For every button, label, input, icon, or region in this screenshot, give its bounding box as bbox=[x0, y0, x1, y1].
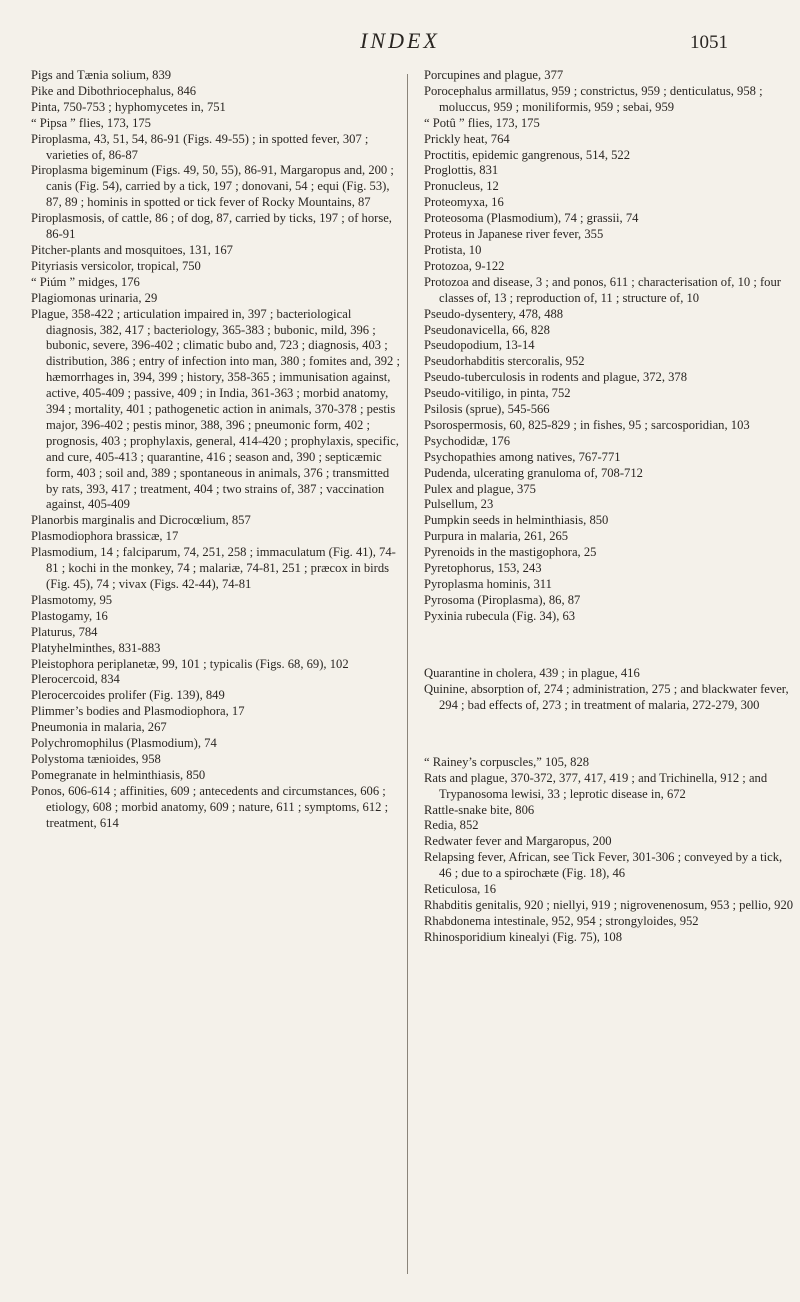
index-entry: Planorbis marginalis and Dicrocœlium, 857 bbox=[31, 513, 251, 528]
index-entry: Protista, 10 bbox=[424, 242, 482, 257]
index-entry: Pudenda, ulcerating granuloma of, 708-712 bbox=[424, 465, 643, 480]
page-number: 1051 bbox=[690, 32, 728, 53]
index-entry: Psilosis (sprue), 545-566 bbox=[424, 402, 550, 417]
index-entry: Pulsellum, 23 bbox=[424, 497, 494, 512]
index-entry: Pseudopodium, 13-14 bbox=[424, 338, 535, 353]
index-entry: Ponos, 606-614 ; affinities, 609 ; antecedents and circumstances, 606 ; etiology, 608 ; morbid anatomy, 609 ; nature, 611 ; symptoms, 612 ; treatment, 614 bbox=[31, 783, 389, 830]
index-entry: Pigs and Tænia solium, 839 bbox=[31, 68, 172, 82]
index-entry: Proteosoma (Plasmodium), 74 ; grassii, 74 bbox=[424, 211, 639, 226]
page-header bbox=[0, 28, 800, 68]
index-entry: Rhabditis genitalis, 920 ; niellyi, 919 ; nigrovenenosum, 953 ; pellio, 920 bbox=[424, 897, 794, 912]
index-entry: Pronucleus, 12 bbox=[424, 179, 499, 194]
index-entry: Porocephalus armillatus, 959 ; constrictus, 959 ; denticulatus, 958 ; moluccus, 959 ; moniliformis, 959 ; sebai, 959 bbox=[424, 83, 763, 114]
column-divider bbox=[407, 74, 408, 1274]
index-entry: Polystoma tænioides, 958 bbox=[31, 751, 161, 766]
index-entry: Pneumonia in malaria, 267 bbox=[31, 720, 167, 735]
index-entry: Platyhelminthes, 831-883 bbox=[31, 640, 161, 655]
index-entry: Pinta, 750-753 ; hyphomycetes in, 751 bbox=[31, 99, 226, 114]
index-entry: Plasmodiophora brassicæ, 17 bbox=[31, 529, 179, 544]
index-entry: Psorospermosis, 60, 825-829 ; in fishes, 95 ; sarcosporidian, 103 bbox=[424, 417, 750, 432]
index-entry: Pleistophora periplanetæ, 99, 101 ; typicalis (Figs. 68, 69), 102 bbox=[31, 656, 349, 671]
index-entry: Proteomyxa, 16 bbox=[424, 195, 504, 210]
index-entry: Purpura in malaria, 261, 265 bbox=[424, 529, 569, 544]
right-column bbox=[424, 68, 796, 946]
index-entry: Psychodidæ, 176 bbox=[424, 433, 511, 448]
index-entry: Psychopathies among natives, 767-771 bbox=[424, 449, 621, 464]
index-entry: Plastogamy, 16 bbox=[31, 608, 108, 623]
index-entry: Pityriasis versicolor, tropical, 750 bbox=[31, 258, 201, 273]
index-entry: Pike and Dibothriocephalus, 846 bbox=[31, 83, 197, 98]
index-entry: Redwater fever and Margaropus, 200 bbox=[424, 834, 612, 849]
section-gap bbox=[424, 726, 796, 742]
index-entry: Protozoa and disease, 3 ; and ponos, 611 ; characterisation of, 10 ; four classes of, 13 ; reproduction of, 11 ; structure of, 10 bbox=[424, 274, 781, 305]
index-entry: Rattle-snake bite, 806 bbox=[424, 802, 535, 817]
index-entry: Rhinosporidium kinealyi (Fig. 75), 108 bbox=[424, 929, 622, 944]
index-entry: Rhabdonema intestinale, 952, 954 ; strongyloides, 952 bbox=[424, 913, 699, 928]
index-entry: Pumpkin seeds in helminthiasis, 850 bbox=[424, 513, 609, 528]
index-entry: Pyrenoids in the mastigophora, 25 bbox=[424, 545, 597, 560]
index-entry: Pyxinia rubecula (Fig. 34), 63 bbox=[424, 608, 576, 623]
index-entry: Pyretophorus, 153, 243 bbox=[424, 561, 542, 576]
index-entry: Quarantine in cholera, 439 ; in plague, 416 bbox=[424, 665, 640, 680]
index-entry: Relapsing fever, African, see Tick Fever, 301-306 ; conveyed by a tick, 46 ; due to a spirochæte (Fig. 18), 46 bbox=[424, 850, 783, 881]
index-entry: Proctitis, epidemic gangrenous, 514, 522 bbox=[424, 147, 631, 162]
index-entry: Pulex and plague, 375 bbox=[424, 481, 536, 496]
index-entry: Piroplasmosis, of cattle, 86 ; of dog, 87, carried by ticks, 197 ; of horse, 86-91 bbox=[31, 211, 392, 242]
index-entry: Plerocercoides prolifer (Fig. 139), 849 bbox=[31, 688, 225, 703]
index-entry: Rats and plague, 370-372, 377, 417, 419 ; and Trichinella, 912 ; and Trypanosoma lewisi, 33 ; leprotic disease in, 672 bbox=[424, 770, 768, 801]
index-entry: Redia, 852 bbox=[424, 818, 479, 833]
index-entry: Pomegranate in helminthiasis, 850 bbox=[31, 767, 206, 782]
index-entry: Piroplasma, 43, 51, 54, 86-91 (Figs. 49-55) ; in spotted fever, 307 ; varieties of, 86-87 bbox=[31, 131, 369, 162]
index-entry: Polychromophilus (Plasmodium), 74 bbox=[31, 736, 217, 751]
index-entry: Plasmodium, 14 ; falciparum, 74, 251, 258 ; immaculatum (Fig. 41), 74-81 ; kochi in the monkey, 74 ; malariæ, 74-81, 251 ; præcox in birds (Fig. 45), 74 ; vivax (Figs. 42-44), 74-81 bbox=[31, 545, 396, 591]
index-entry: Platurus, 784 bbox=[31, 624, 98, 639]
index-entry: Plerocercoid, 834 bbox=[31, 672, 120, 687]
index-entry: Plasmotomy, 95 bbox=[31, 592, 113, 607]
index-entry: Reticulosa, 16 bbox=[424, 882, 497, 897]
index-entry: Pitcher-plants and mosquitoes, 131, 167 bbox=[31, 242, 233, 257]
index-entry: Plague, 358-422 ; articulation impaired in, 397 ; bacteriological diagnosis, 382, 417 ; bacteriology, 365-383 ; bubonic, mild, 396 ; bubonic, severe, 396-402 ; climatic bubo and, 723 ; diagnosis, 403 ; distribution, 386 ; entry of infection into man, 380 ; fomites and, 392 ; hæmorrhages in, 394, 399 ; history, 358-365 ; immunisation against, active, 405-409 ; passive, 409 ; in India, 361-363 ; morbid anatomy, 394 ; mortality, 401 ; pathogenetic action in animals, 370-378 ; pestis major, 396-402 ; pestis minor, 388, 396 ; pneumonic form, 402 ; prognosis, 403 ; prophylaxis, general, 414-420 ; prophylaxis, specific, and cure, 405-413 ; quarantine, 416 ; season and, 390 ; septicæmic form, 403 ; soil and, 389 ; spontaneous in animals, 376 ; transmitted by rats, 393, 417 ; treatment, 404 ; two strains of, 387 ; vaccination against, 405-409 bbox=[31, 306, 400, 512]
index-entry: Pseudorhabditis stercoralis, 952 bbox=[424, 354, 585, 369]
index-entry: Proteus in Japanese river fever, 355 bbox=[424, 227, 604, 242]
index-entry: Pseudo-dysentery, 478, 488 bbox=[424, 306, 564, 321]
index-entry: Plimmer’s bodies and Plasmodiophora, 17 bbox=[31, 704, 245, 719]
index-entry: Pseudonavicella, 66, 828 bbox=[424, 322, 550, 337]
index-entry: Prickly heat, 764 bbox=[424, 131, 510, 146]
index-entry: Quinine, absorption of, 274 ; administration, 275 ; and blackwater fever, 294 ; bad effects of, 273 ; in treatment of malaria, 272-279, 300 bbox=[424, 681, 789, 712]
index-entry: Pyroplasma hominis, 311 bbox=[424, 577, 552, 591]
left-column bbox=[31, 68, 403, 832]
index-entry: Pyrosoma (Piroplasma), 86, 87 bbox=[424, 592, 581, 607]
index-entry: Pseudo-vitiligo, in pinta, 752 bbox=[424, 386, 571, 401]
index-entry: “ Pipsa ” flies, 173, 175 bbox=[31, 115, 151, 130]
index-entry: Pseudo-tuberculosis in rodents and plague, 372, 378 bbox=[424, 370, 688, 385]
index-entry: Porcupines and plague, 377 bbox=[424, 68, 564, 82]
index-entry: “ Potû ” flies, 173, 175 bbox=[424, 115, 540, 130]
index-entry: “ Rainey’s corpuscles,” 105, 828 bbox=[424, 754, 590, 769]
index-entry: Proglottis, 831 bbox=[424, 163, 499, 178]
index-entry: “ Piúm ” midges, 176 bbox=[31, 274, 140, 289]
section-gap bbox=[424, 637, 796, 653]
index-entry: Plagiomonas urinaria, 29 bbox=[31, 290, 158, 305]
index-entry: Piroplasma bigeminum (Figs. 49, 50, 55), 86-91, Margaropus and, 200 ; canis (Fig. 54), carried by a tick, 197 ; donovani, 54 ; equi (Fig. 53), 87, 89 ; hominis in spotted or tick fever of Rocky Mountains, 87 bbox=[31, 163, 394, 210]
index-entry: Protozoa, 9-122 bbox=[424, 258, 505, 273]
running-head: INDEX bbox=[360, 28, 440, 53]
